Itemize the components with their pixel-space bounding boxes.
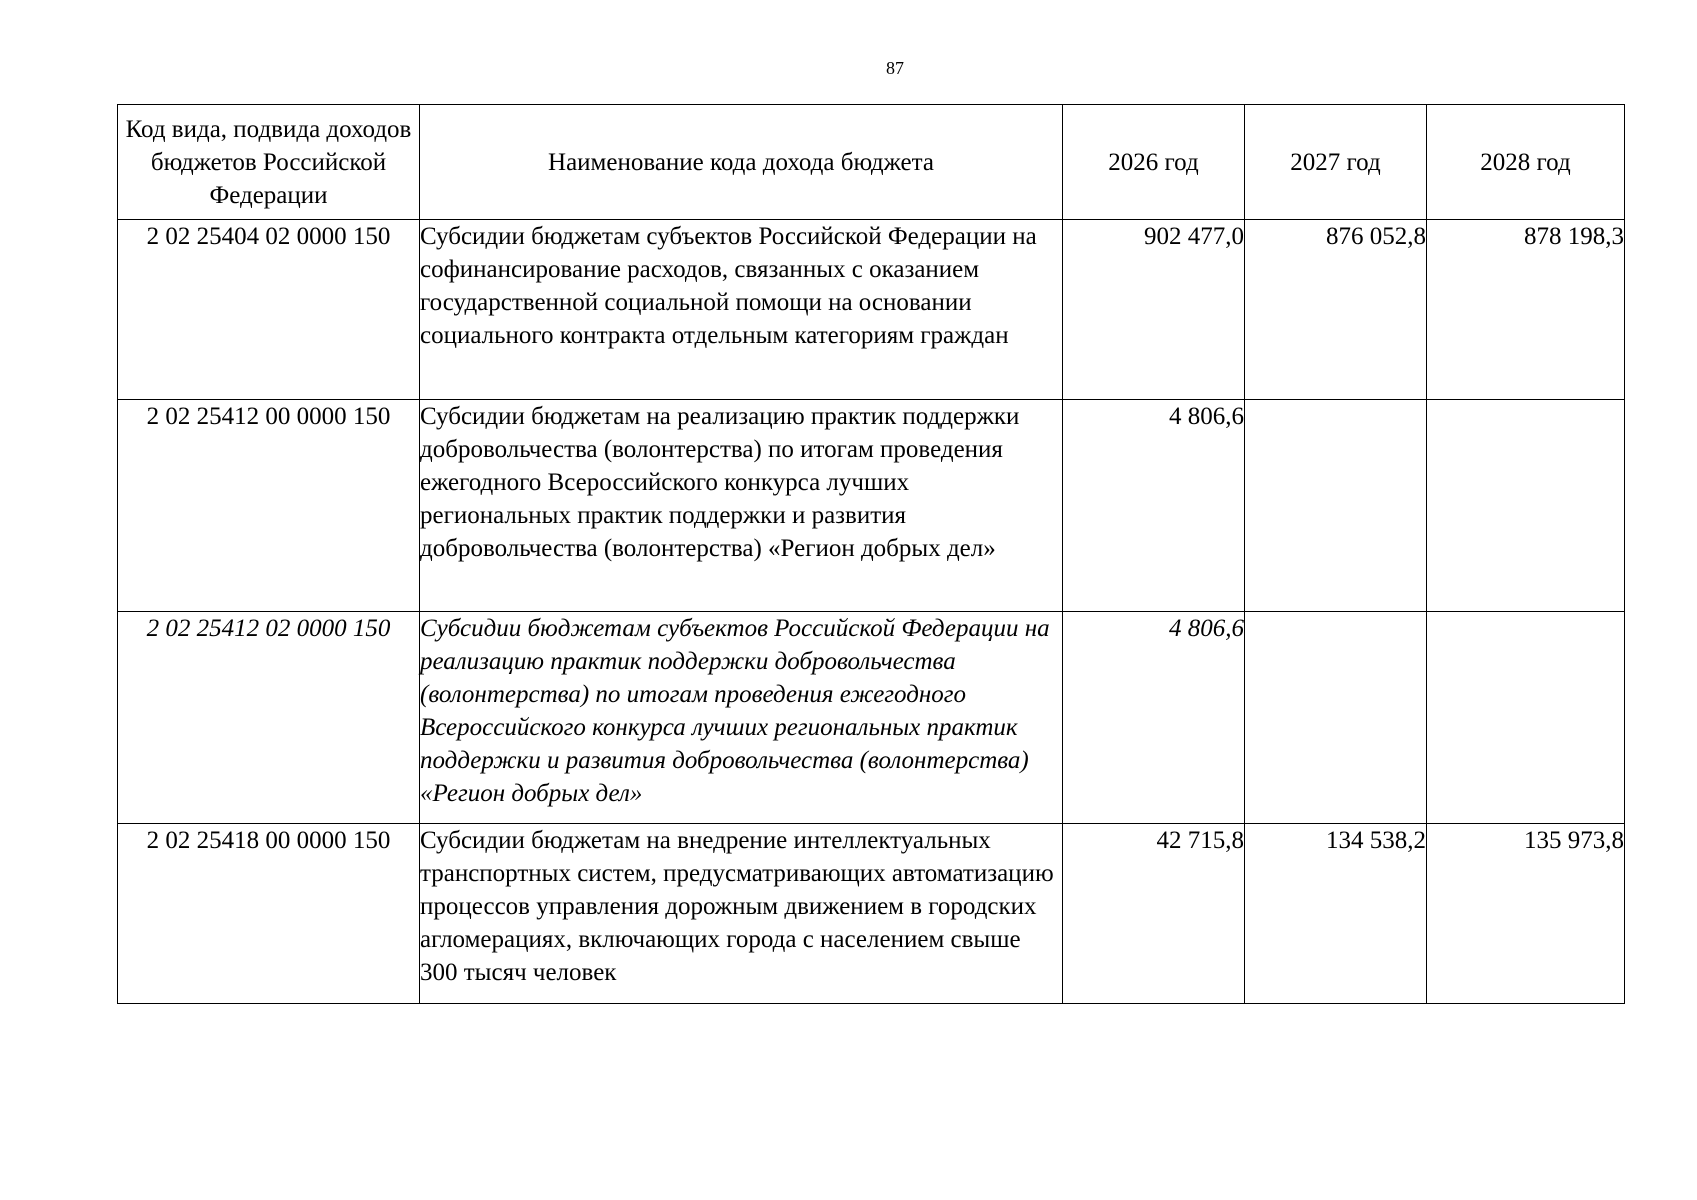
- row-name: Субсидии бюджетам на реализацию практик поддержки добровольчества (волонтерства) по итогам проведения ежегодного Всероссийского конкурса лучших региональных практик поддержки и развития добровольчества (волонтерства) «Регион добрых дел»: [420, 400, 1063, 612]
- header-2027: 2027 год: [1245, 105, 1427, 220]
- table-row: [118, 220, 1625, 400]
- row-value-2026: 42 715,8: [1063, 824, 1245, 1004]
- table-row: [118, 824, 1625, 1004]
- row-value-2026: 4 806,6: [1063, 612, 1245, 824]
- row-value-2027: 876 052,8: [1245, 220, 1427, 400]
- page-number: 87: [886, 58, 904, 78]
- row-value-2028: 135 973,8: [1427, 824, 1625, 1004]
- row-value-2028: 878 198,3: [1427, 220, 1625, 400]
- row-value-2027: 134 538,2: [1245, 824, 1427, 1004]
- row-code: 2 02 25418 00 0000 150: [118, 824, 420, 1004]
- row-value-2028: [1427, 400, 1625, 612]
- budget-income-table: [117, 104, 1625, 1004]
- row-name: Субсидии бюджетам субъектов Российской Федерации на реализацию практик поддержки добровольчества (волонтерства) по итогам проведения ежегодного Всероссийского конкурса лучших региональных практик поддержки и развития добровольчества (волонтерства) «Регион добрых дел»: [420, 612, 1063, 824]
- table-header-row: [118, 105, 1625, 220]
- header-name: Наименование кода дохода бюджета: [420, 105, 1063, 220]
- row-value-2028: [1427, 612, 1625, 824]
- table-row: [118, 400, 1625, 612]
- header-code: Код вида, подвида доходов бюджетов Российской Федерации: [118, 105, 420, 220]
- header-2028: 2028 год: [1427, 105, 1625, 220]
- row-code: 2 02 25412 00 0000 150: [118, 400, 420, 612]
- row-name: Субсидии бюджетам на внедрение интеллектуальных транспортных систем, предусматривающих автоматизацию процессов управления дорожным движением в городских агломерациях, включающих города с населением свыше 300 тысяч человек: [420, 824, 1063, 1004]
- row-value-2026: 4 806,6: [1063, 400, 1245, 612]
- table-row: [118, 612, 1625, 824]
- row-value-2026: 902 477,0: [1063, 220, 1245, 400]
- row-code: 2 02 25404 02 0000 150: [118, 220, 420, 400]
- row-value-2027: [1245, 612, 1427, 824]
- row-name: Субсидии бюджетам субъектов Российской Федерации на софинансирование расходов, связанных с оказанием государственной социальной помощи на основании социального контракта отдельным категориям граждан: [420, 220, 1063, 400]
- header-2026: 2026 год: [1063, 105, 1245, 220]
- row-value-2027: [1245, 400, 1427, 612]
- row-code: 2 02 25412 02 0000 150: [118, 612, 420, 824]
